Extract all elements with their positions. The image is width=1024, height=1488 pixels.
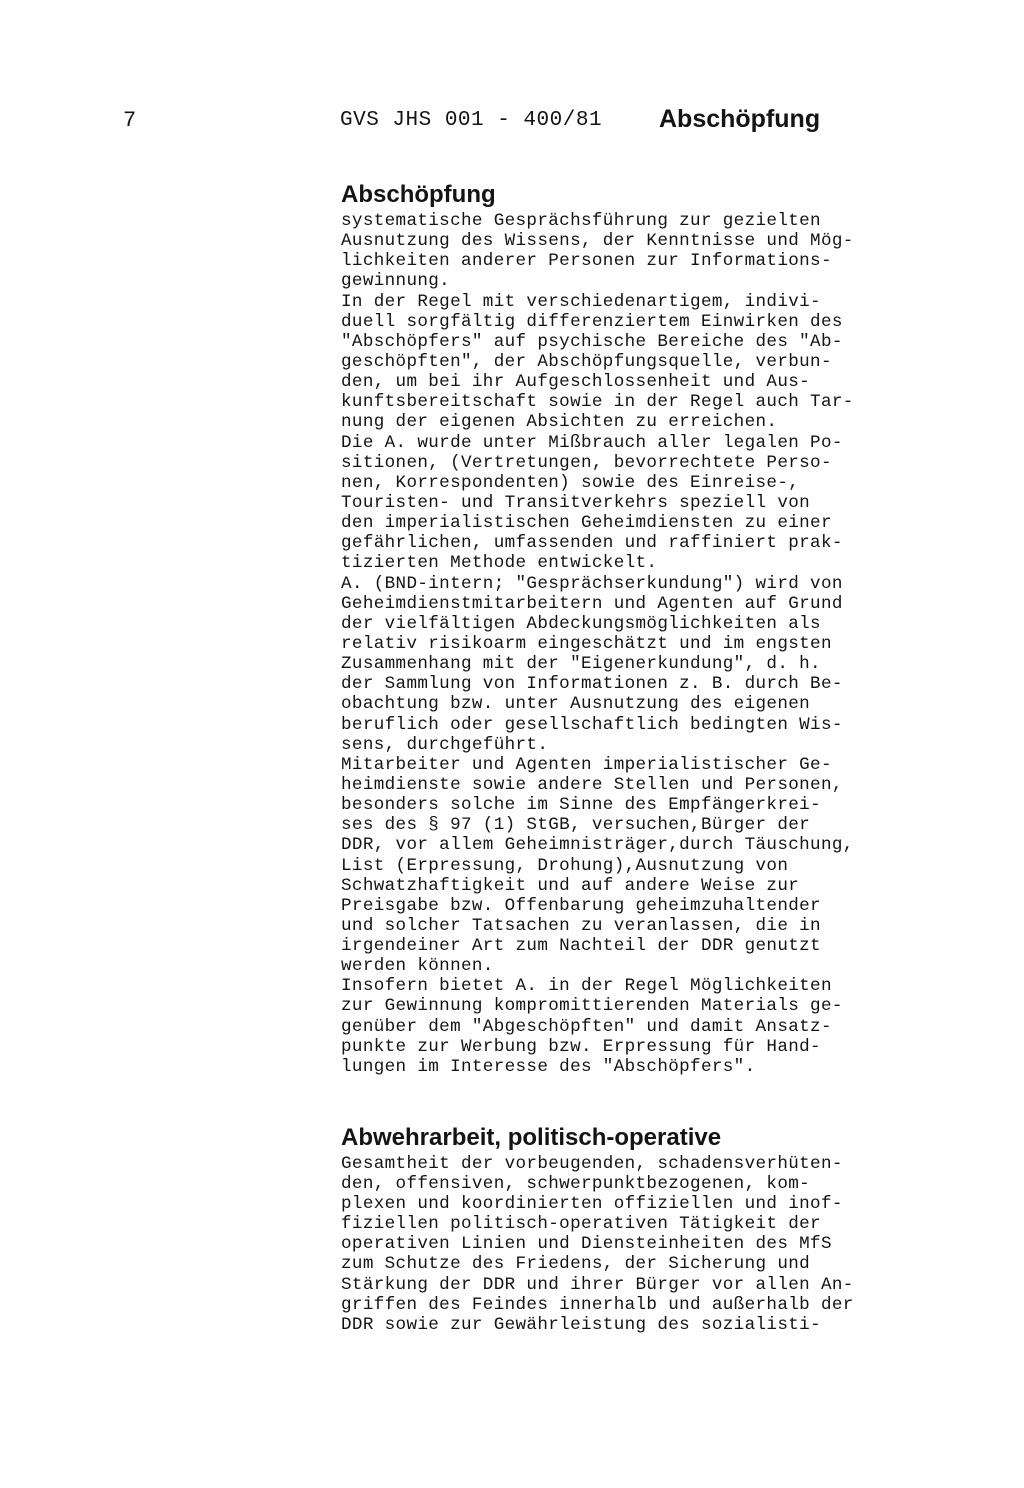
text-line: DDR sowie zur Gewährleistung des sozialisti- (341, 1314, 821, 1335)
text-line: sitionen, (Vertretungen, bevorrechtete Perso- (341, 452, 832, 473)
text-line: A. (BND-intern; "Gesprächserkundung") wird von (341, 573, 843, 594)
text-line: gewinnung. (341, 271, 451, 292)
entry-title: Abschöpfung (341, 181, 496, 208)
text-line: lichkeiten anderer Personen zur Informations- (341, 251, 832, 272)
text-line: List (Erpressung, Drohung),Ausnutzung von (341, 855, 789, 876)
text-line: heimdienste sowie andere Stellen und Personen, (341, 774, 843, 795)
text-line: fiziellen politisch-operativen Tätigkeit der (341, 1214, 821, 1235)
entry-abwehrarbeit (341, 1124, 854, 1335)
text-line: irgendeiner Art zum Nachteil der DDR genutzt (341, 936, 821, 957)
text-line: Die A. wurde unter Mißbrauch aller legalen Po- (341, 432, 843, 453)
text-line: griffen des Feindes innerhalb und außerhalb der (341, 1294, 854, 1315)
text-line: geschöpften", der Abschöpfungsquelle, verbun- (341, 351, 832, 372)
text-line: Gesamtheit der vorbeugenden, schadensverhüten- (341, 1154, 843, 1174)
text-line: relativ risikoarm eingeschätzt und im engsten (341, 633, 832, 654)
text-line: Insofern bietet A. in der Regel Möglichkeiten (341, 976, 832, 997)
text-line: obachtung bzw. unter Ausnutzung des eigenen (341, 694, 811, 715)
text-line: werden können. (341, 956, 494, 977)
text-line: zur Gewinnung kompromittierenden Materials ge- (341, 996, 843, 1017)
text-line: kunftsbereitschaft sowie in der Regel auch Tar- (341, 392, 854, 413)
text-line: Mitarbeiter und Agenten imperialistischer Ge- (341, 754, 832, 775)
text-line: Preisgabe bzw. Offenbarung geheimzuhaltender (341, 895, 821, 916)
text-line: "Abschöpfers" auf psychische Bereiche des "Ab- (341, 331, 843, 352)
text-line: nung der eigenen Absichten zu erreichen. (341, 412, 778, 433)
text-line: der vielfältigen Abdeckungsmöglichkeiten als (341, 613, 821, 634)
text-line: Geheimdienstmitarbeitern und Agenten auf Grund (341, 593, 843, 614)
document-reference: GVS JHS 001 - 400/81 (340, 109, 603, 132)
text-line: besonders solche im Sinne des Empfängerkrei- (341, 795, 821, 816)
entry-body (341, 1154, 854, 1335)
text-line: sens, durchgeführt. (341, 734, 549, 755)
text-line: nen, Korrespondenten) sowie des Einreise-, (341, 472, 800, 493)
entry-title: Abwehrarbeit, politisch-operative (341, 1124, 722, 1151)
text-line: Ausnutzung des Wissens, der Kenntnisse und Mög- (341, 231, 854, 252)
text-line: beruflich oder gesellschaftlich bedingten Wis- (341, 714, 843, 735)
text-line: punkte zur Werbung bzw. Erpressung für Hand- (341, 1036, 821, 1057)
text-line: DDR, vor allem Geheimnisträger,durch Täuschung, (341, 835, 854, 856)
text-line: ses des § 97 (1) StGB, versuchen,Bürger der (341, 815, 811, 836)
text-line: den imperialistischen Geheimdiensten zu einer (341, 513, 832, 534)
page-number: 7 (123, 108, 137, 133)
text-line: Schwatzhaftigkeit und auf andere Weise zur (341, 875, 800, 896)
entry-abschoepfung (341, 181, 854, 1077)
text-line: gefährlichen, umfassenden und raffiniert prak- (341, 533, 843, 554)
text-line: Touristen- und Transitverkehrs speziell von (341, 492, 811, 513)
text-line: Zusammenhang mit der "Eigenerkundung", d. h. (341, 654, 821, 675)
text-line: duell sorgfältig differenziertem Einwirken des (341, 311, 843, 332)
text-line: den, um bei ihr Aufgeschlossenheit und Aus- (341, 372, 811, 393)
running-head: Abschöpfung (659, 105, 821, 133)
text-line: genüber dem "Abgeschöpften" und damit Ansatz- (341, 1016, 832, 1037)
text-line: Stärkung der DDR und ihrer Bürger vor allen An- (341, 1274, 854, 1295)
text-line: den, offensiven, schwerpunktbezogenen, kom- (341, 1174, 811, 1195)
text-line: operativen Linien und Diensteinheiten des MfS (341, 1234, 832, 1255)
text-line: zum Schutze des Friedens, der Sicherung und (341, 1254, 811, 1275)
text-line: lungen im Interesse des "Abschöpfers". (341, 1056, 756, 1077)
text-line: der Sammlung von Informationen z. B. durch Be- (341, 674, 843, 695)
text-line: und solcher Tatsachen zu veranlassen, die in (341, 915, 821, 936)
text-line: tizierten Methode entwickelt. (341, 553, 658, 574)
entry-body (341, 211, 854, 1077)
text-line: plexen und koordinierten offiziellen und inof- (341, 1194, 843, 1215)
text-line: systematische Gesprächsführung zur gezielten (341, 211, 821, 231)
text-line: In der Regel mit verschiedenartigem, indivi- (341, 291, 821, 312)
